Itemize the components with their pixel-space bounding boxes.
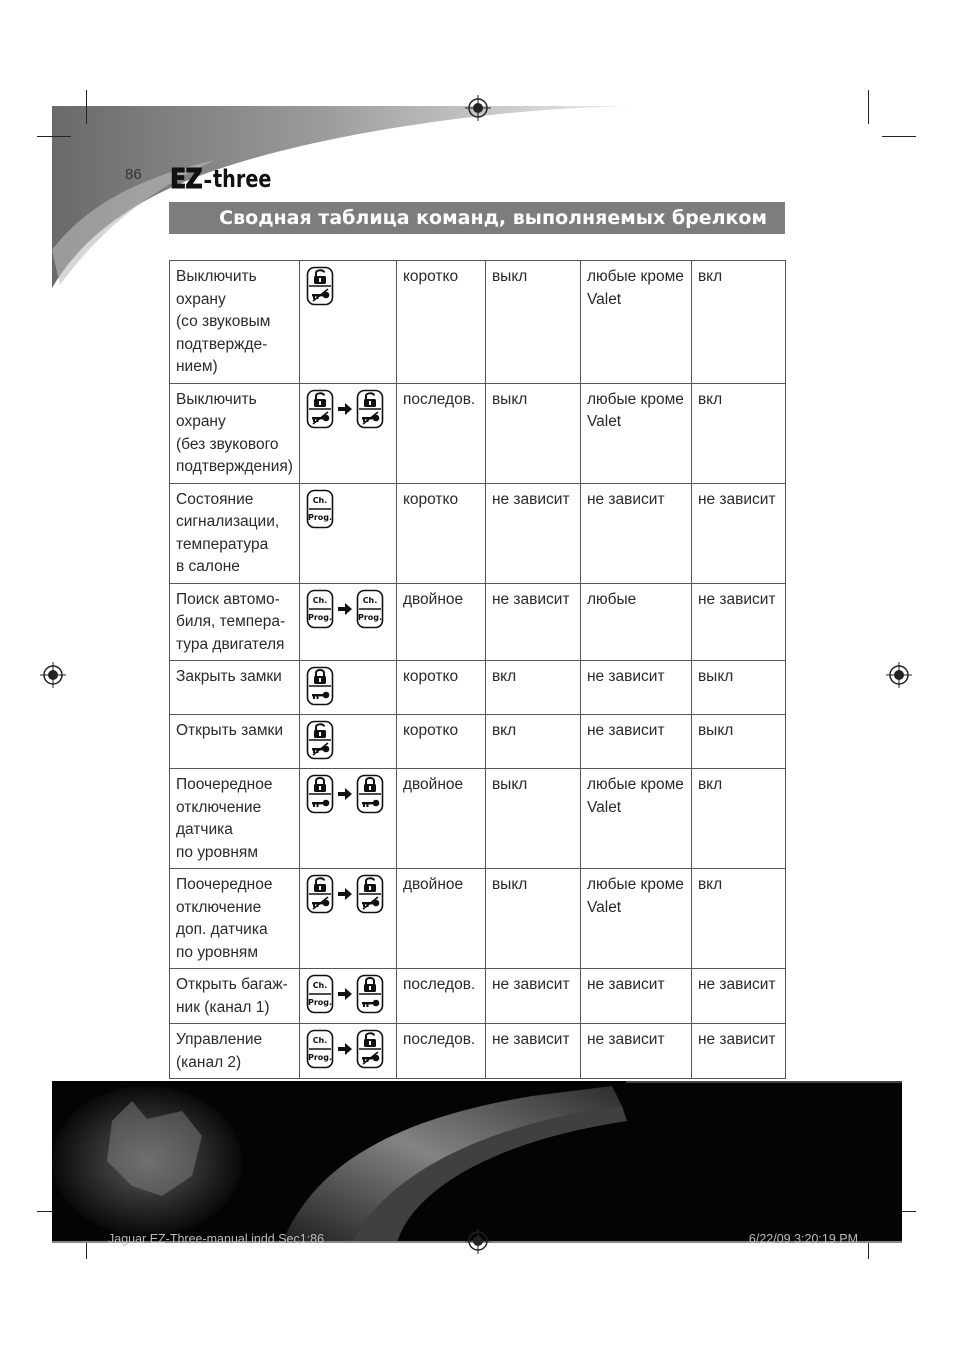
command-cell bbox=[170, 1024, 300, 1079]
press-type-cell-text: последов. bbox=[402, 390, 476, 408]
svg-text:Prog.: Prog. bbox=[307, 1053, 332, 1062]
ch-prog-button-icon bbox=[306, 1029, 334, 1069]
condition-cell bbox=[485, 661, 580, 715]
command-cell bbox=[170, 869, 300, 969]
buttons-cell bbox=[299, 261, 396, 384]
command-cell bbox=[170, 769, 300, 869]
press-type-cell bbox=[396, 869, 485, 969]
result-cell-text: не зависит bbox=[697, 976, 776, 993]
buttons-cell bbox=[299, 483, 396, 583]
condition-cell bbox=[485, 583, 580, 661]
result-cell-text: не зависит bbox=[697, 590, 776, 608]
mode-cell-text: не зависит bbox=[586, 1031, 665, 1048]
buttons-cell bbox=[299, 383, 396, 483]
mode-cell bbox=[580, 715, 691, 769]
commands-table bbox=[169, 260, 786, 1079]
unlock-button-icon bbox=[356, 389, 384, 429]
condition-cell-text: не зависит bbox=[491, 1031, 570, 1048]
result-cell-text: выкл bbox=[697, 722, 734, 739]
mode-cell-text: не зависит bbox=[586, 722, 665, 739]
press-type-cell bbox=[396, 583, 485, 661]
condition-cell bbox=[485, 715, 580, 769]
page-title: Сводная таблица команд, выполняемых брелком bbox=[169, 202, 785, 234]
arrow-icon bbox=[337, 887, 353, 901]
buttons-cell bbox=[299, 715, 396, 769]
crop-mark bbox=[37, 136, 71, 137]
command-cell-text: Открыть замки bbox=[176, 722, 284, 739]
press-type-cell bbox=[396, 261, 485, 384]
table-row bbox=[170, 661, 786, 715]
press-type-cell bbox=[396, 769, 485, 869]
buttons-cell bbox=[299, 583, 396, 661]
command-cell bbox=[170, 715, 300, 769]
mode-cell bbox=[580, 383, 691, 483]
result-cell bbox=[691, 261, 785, 384]
result-cell bbox=[691, 583, 785, 661]
crop-mark bbox=[86, 90, 87, 124]
press-type-cell-text: коротко bbox=[402, 722, 459, 739]
svg-text:Prog.: Prog. bbox=[307, 998, 332, 1007]
condition-cell bbox=[485, 261, 580, 384]
mode-cell-text: не зависит bbox=[586, 490, 665, 508]
press-type-cell-text: коротко bbox=[402, 668, 459, 685]
logo-ez: EZ bbox=[170, 162, 202, 195]
logo-three: three bbox=[213, 165, 272, 193]
button-sequence bbox=[306, 666, 390, 706]
mode-cell-text: не зависит bbox=[586, 976, 665, 993]
table-row bbox=[170, 261, 786, 384]
mode-cell-text: любые кроме Valet bbox=[586, 876, 684, 916]
mode-cell bbox=[580, 969, 691, 1024]
mode-cell bbox=[580, 869, 691, 969]
ch-prog-button-icon bbox=[306, 974, 334, 1014]
footer-artwork bbox=[52, 1081, 902, 1243]
button-sequence bbox=[306, 589, 390, 629]
condition-cell-text: не зависит bbox=[491, 590, 570, 608]
result-cell bbox=[691, 769, 785, 869]
condition-cell-text: выкл bbox=[491, 876, 528, 893]
header-swoosh bbox=[0, 0, 954, 300]
mode-cell bbox=[580, 1024, 691, 1079]
button-sequence bbox=[306, 720, 390, 760]
svg-text:Ch.: Ch. bbox=[312, 495, 328, 505]
result-cell bbox=[691, 1024, 785, 1079]
logo-dash: - bbox=[203, 164, 213, 194]
button-sequence bbox=[306, 266, 390, 306]
registration-mark-icon bbox=[40, 662, 66, 688]
button-sequence bbox=[306, 389, 390, 429]
command-cell-text: Поочередное отключение доп. датчика по уровням bbox=[176, 876, 273, 961]
table-row bbox=[170, 715, 786, 769]
result-cell-text: вкл bbox=[697, 876, 723, 893]
condition-cell bbox=[485, 483, 580, 583]
table-row bbox=[170, 483, 786, 583]
condition-cell-text: выкл bbox=[491, 776, 528, 793]
registration-mark-icon bbox=[465, 1228, 491, 1254]
press-type-cell-text: двойное bbox=[402, 776, 464, 793]
unlock-button-icon bbox=[306, 874, 334, 914]
result-cell bbox=[691, 715, 785, 769]
lock-button-icon bbox=[356, 774, 384, 814]
command-cell bbox=[170, 383, 300, 483]
press-type-cell-text: двойное bbox=[402, 590, 464, 608]
ch-prog-button-icon bbox=[356, 589, 384, 629]
press-type-cell bbox=[396, 715, 485, 769]
command-cell-text: Управление (канал 2) bbox=[176, 1031, 263, 1071]
svg-text:Prog.: Prog. bbox=[307, 512, 332, 522]
svg-text:Prog.: Prog. bbox=[307, 612, 332, 622]
unlock-button-icon bbox=[306, 266, 334, 306]
table-row bbox=[170, 583, 786, 661]
command-cell-text: Поиск автомо- биля, темпера- тура двигателя bbox=[176, 590, 286, 653]
command-cell bbox=[170, 483, 300, 583]
result-cell bbox=[691, 869, 785, 969]
arrow-icon bbox=[337, 602, 353, 616]
button-sequence bbox=[306, 489, 390, 529]
page-number: 86 bbox=[125, 166, 142, 183]
press-type-cell bbox=[396, 483, 485, 583]
unlock-button-icon bbox=[356, 1029, 384, 1069]
command-cell bbox=[170, 969, 300, 1024]
result-cell-text: не зависит bbox=[697, 490, 776, 508]
condition-cell-text: не зависит bbox=[491, 976, 570, 993]
mode-cell-text: любые кроме Valet bbox=[586, 390, 684, 430]
condition-cell bbox=[485, 869, 580, 969]
condition-cell bbox=[485, 1024, 580, 1079]
result-cell-text: вкл bbox=[697, 776, 723, 793]
svg-text:Ch.: Ch. bbox=[312, 595, 328, 605]
buttons-cell bbox=[299, 969, 396, 1024]
condition-cell bbox=[485, 383, 580, 483]
command-cell-text: Поочередное отключение датчика по уровням bbox=[176, 776, 273, 861]
mode-cell bbox=[580, 261, 691, 384]
buttons-cell bbox=[299, 869, 396, 969]
condition-cell-text: вкл bbox=[491, 668, 517, 685]
unlock-button-icon bbox=[356, 874, 384, 914]
result-cell bbox=[691, 383, 785, 483]
press-type-cell-text: последов. bbox=[402, 1031, 476, 1048]
brand-logo bbox=[170, 160, 286, 194]
mode-cell bbox=[580, 661, 691, 715]
mode-cell bbox=[580, 769, 691, 869]
press-type-cell-text: последов. bbox=[402, 976, 476, 993]
table-row bbox=[170, 1024, 786, 1079]
condition-cell bbox=[485, 769, 580, 869]
condition-cell-text: не зависит bbox=[491, 490, 570, 508]
command-cell-text: Закрыть замки bbox=[176, 668, 282, 685]
buttons-cell bbox=[299, 661, 396, 715]
svg-text:Ch.: Ch. bbox=[362, 595, 378, 605]
arrow-icon bbox=[337, 987, 353, 1001]
lock-button-icon bbox=[306, 774, 334, 814]
result-cell-text: не зависит bbox=[697, 1031, 776, 1048]
arrow-icon bbox=[337, 1042, 353, 1056]
button-sequence bbox=[306, 974, 390, 1014]
result-cell-text: вкл bbox=[697, 268, 723, 285]
command-cell-text: Состояние сигнализации, температура в салоне bbox=[176, 490, 280, 575]
result-cell-text: вкл bbox=[697, 390, 723, 408]
button-sequence bbox=[306, 874, 390, 914]
command-cell-text: Выключить охрану (со звуковым подтвержде- нием) bbox=[176, 268, 271, 375]
date-slug: 6/22/09 3:20:19 PM bbox=[748, 1232, 858, 1246]
svg-text:Ch.: Ch. bbox=[312, 1036, 328, 1045]
buttons-cell bbox=[299, 769, 396, 869]
button-sequence bbox=[306, 774, 390, 814]
command-cell-text: Выключить охрану (без звукового подтверждения) bbox=[176, 390, 293, 475]
result-cell-text: выкл bbox=[697, 668, 734, 685]
command-cell-text: Открыть багаж- ник (канал 1) bbox=[176, 976, 288, 1016]
result-cell bbox=[691, 661, 785, 715]
crop-mark bbox=[882, 136, 916, 137]
command-cell bbox=[170, 261, 300, 384]
table-row bbox=[170, 869, 786, 969]
mode-cell bbox=[580, 483, 691, 583]
press-type-cell bbox=[396, 661, 485, 715]
condition-cell bbox=[485, 969, 580, 1024]
arrow-icon bbox=[337, 402, 353, 416]
command-cell bbox=[170, 661, 300, 715]
footer-banner bbox=[52, 1081, 902, 1243]
condition-cell-text: вкл bbox=[491, 722, 517, 739]
lock-button-icon bbox=[306, 666, 334, 706]
result-cell bbox=[691, 969, 785, 1024]
table-row bbox=[170, 769, 786, 869]
condition-cell-text: выкл bbox=[491, 268, 528, 285]
lock-button-icon bbox=[356, 974, 384, 1014]
press-type-cell bbox=[396, 383, 485, 483]
press-type-cell-text: двойное bbox=[402, 876, 464, 893]
result-cell bbox=[691, 483, 785, 583]
table-row bbox=[170, 969, 786, 1024]
condition-cell-text: выкл bbox=[491, 390, 528, 408]
svg-text:Prog.: Prog. bbox=[357, 612, 382, 622]
table-row bbox=[170, 383, 786, 483]
unlock-button-icon bbox=[306, 389, 334, 429]
press-type-cell-text: коротко bbox=[402, 490, 459, 508]
press-type-cell bbox=[396, 1024, 485, 1079]
registration-mark-icon bbox=[465, 95, 491, 121]
mode-cell-text: не зависит bbox=[586, 668, 665, 685]
ch-prog-button-icon bbox=[306, 489, 334, 529]
mode-cell-text: любые кроме Valet bbox=[586, 268, 684, 308]
arrow-icon bbox=[337, 787, 353, 801]
registration-mark-icon bbox=[886, 662, 912, 688]
unlock-button-icon bbox=[306, 720, 334, 760]
press-type-cell-text: коротко bbox=[402, 268, 459, 285]
svg-text:Ch.: Ch. bbox=[312, 981, 328, 990]
mode-cell-text: любые кроме Valet bbox=[586, 776, 684, 816]
button-sequence bbox=[306, 1029, 390, 1069]
press-type-cell bbox=[396, 969, 485, 1024]
mode-cell bbox=[580, 583, 691, 661]
ch-prog-button-icon bbox=[306, 589, 334, 629]
buttons-cell bbox=[299, 1024, 396, 1079]
file-slug: Jaguar EZ-Three-manual.indd Sec1:86 bbox=[108, 1232, 325, 1246]
command-cell bbox=[170, 583, 300, 661]
mode-cell-text: любые bbox=[586, 590, 637, 608]
crop-mark bbox=[868, 90, 869, 124]
